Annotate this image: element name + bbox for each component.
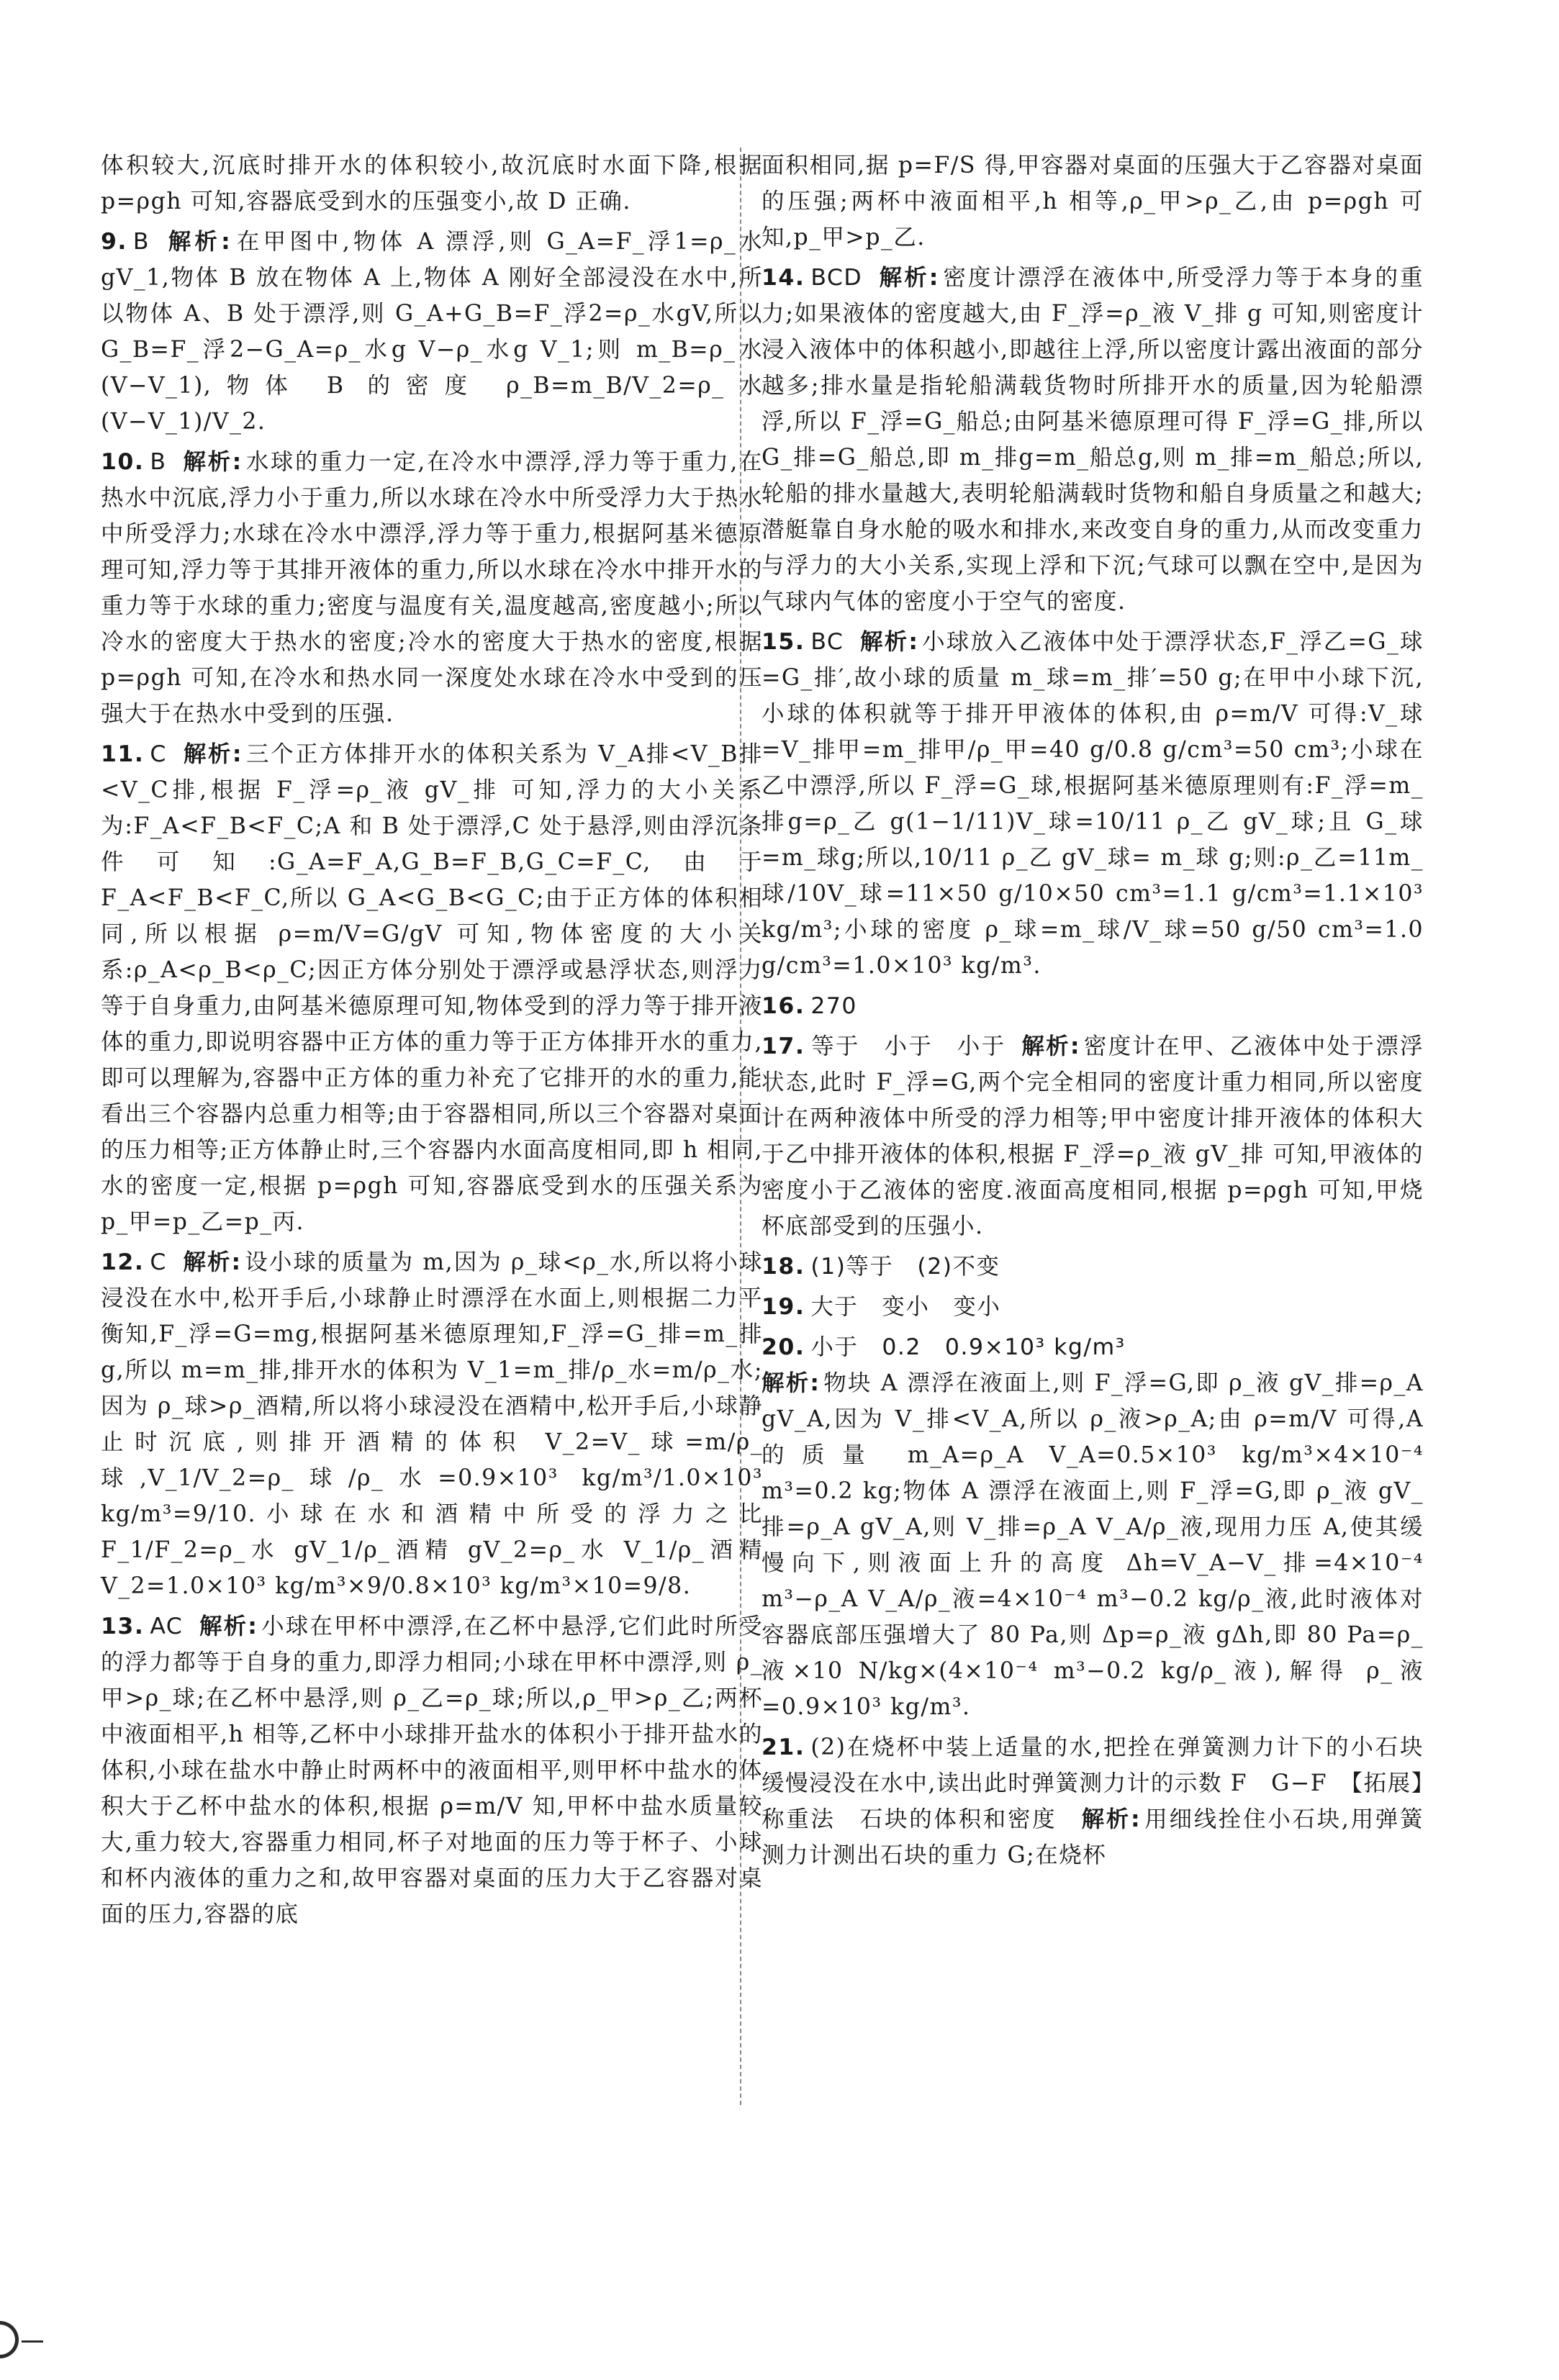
left-column (101, 148, 763, 1937)
question-number: 15. (762, 629, 805, 655)
question-19 (762, 1289, 1424, 1325)
analysis-label: 解析: (182, 449, 243, 475)
analysis-label: 解析: (166, 229, 232, 255)
analysis-label: 解析: (182, 741, 243, 767)
question-number: 18. (762, 1254, 805, 1280)
question-number: 11. (101, 741, 145, 767)
continued-paragraph: 体积较大,沉底时排开水的体积较小,故沉底时水面下降,根据 p=ρgh 可知,容器底受到水的压强变小,故 D 正确. (101, 153, 763, 214)
analysis-text: 水球的重力一定,在冷水中漂浮,浮力等于重力,在热水中沉底,浮力小于重力,所以水球在冷水中所受浮力大于热水中所受浮力;水球在冷水中漂浮,浮力等于重力,根据阿基米德原理可知,浮力等于其排开液体的重力,所以水球在冷水中排开水的重力等于水球的重力;密度与温度有关,温度越高,密度越小;所以冷水的密度大于热水的密度;冷水的密度大于热水的密度,根据 p=ρgh 可知,在冷水和热水同一深度处水球在冷水中受到的压强大于在热水中受到的压强. (101, 449, 763, 727)
answer-text: (2)在烧杯中装上适量的水,把拴在弹簧测力计下的小石块缓慢浸没在水中,读出此时弹簧测力计的示数 F G−F 【拓展】称重法 石块的体积和密度 (762, 1734, 1424, 1832)
answer: BCD (810, 265, 863, 291)
answer: 等于 小于 小于 (810, 1033, 1006, 1059)
page-edge-line (22, 2340, 43, 2343)
question-16 (762, 988, 1424, 1024)
question-number: 10. (101, 449, 145, 475)
question-15 (762, 624, 1424, 984)
question-21 (762, 1729, 1424, 1873)
analysis-label: 解析: (1081, 1806, 1142, 1832)
answer: B (132, 229, 150, 255)
question-10 (101, 444, 763, 732)
question-number: 17. (762, 1033, 805, 1059)
analysis-text: 用细线拴住小石块,用弹簧测力计测出石块的重力 G;在烧杯 (762, 1806, 1424, 1868)
question-number: 13. (101, 1614, 145, 1639)
question-13 (101, 1608, 763, 1932)
analysis-label: 解析: (762, 1370, 821, 1396)
answer: 小于 0.2 0.9×10³ kg/m³ (810, 1334, 1126, 1360)
question-number: 16. (762, 993, 805, 1019)
question-18 (762, 1249, 1424, 1285)
question-number: 21. (762, 1734, 805, 1760)
analysis-label: 解析: (1021, 1033, 1081, 1059)
question-number: 19. (762, 1294, 805, 1320)
right-column (762, 148, 1424, 1878)
answer: B (150, 449, 167, 475)
analysis-text: 密度计在甲、乙液体中处于漂浮状态,此时 F_浮=G,两个完全相同的密度计重力相同,所以密度计在两种液体中所受的浮力相等;甲中密度计排开液体的体积大于乙中排开液体的体积,根据 F_浮=ρ_液 gV_排 可知,甲液体的密度小于乙液体的密度.液面高度相同,根据 p=ρgh 可知,甲烧杯底部受到的压强小. (762, 1033, 1424, 1239)
answer: C (150, 741, 167, 767)
question-number: 14. (762, 265, 805, 291)
analysis-label: 解析: (878, 265, 939, 291)
analysis-text: 小球放入乙液体中处于漂浮状态,F_浮乙=G_球=G_排′,故小球的质量 m_球=m_排′=50 g;在甲中小球下沉,小球的体积就等于排开甲液体的体积,由 ρ=m/V 可得:V_球=V_排甲=m_排甲/ρ_甲=40 g/0.8 g/cm³=50 cm³;小球在乙中漂浮,所以 F_浮=G_球,根据阿基米德原理则有:F_浮=m_排g=ρ_乙 g(1−1/11)V_球=10/11 ρ_乙 gV_球;且 G_球=m_球g;所以,10/11 ρ_乙 gV_球= m_球 g;则:ρ_乙=11m_球/10V_球=11×50 g/10×50 cm³=1.1 g/cm³=1.1×10³ kg/m³;小球的密度 ρ_球=m_球/V_球=50 g/50 cm³=1.0 g/cm³=1.0×10³ kg/m³. (762, 629, 1424, 979)
question-17 (762, 1028, 1424, 1244)
question-number: 9. (101, 229, 127, 255)
analysis-text: 物块 A 漂浮在液面上,则 F_浮=G,即 ρ_液 gV_排=ρ_A gV_A,因为 V_排<V_A,所以 ρ_液>ρ_A;由 ρ=m/V 可得,A 的质量 m_A=ρ_A V_A=0.5×10³ kg/m³×4×10⁻⁴ m³=0.2 kg;物体 A 漂浮在液面上,则 F_浮=G,即 ρ_液 gV_排=ρ_A gV_A,则 V_排=ρ_A V_A/ρ_液,现用力压 A,使其缓慢向下,则液面上升的高度 Δh=V_A−V_排=4×10⁻⁴ m³−ρ_A V_A/ρ_液=4×10⁻⁴ m³−0.2 kg/ρ_液,此时液体对容器底部压强增大了 80 Pa,则 Δp=ρ_液 gΔh,即 80 Pa=ρ_液×10 N/kg×(4×10⁻⁴ m³−0.2 kg/ρ_液),解得 ρ_液=0.9×10³ kg/m³. (762, 1370, 1424, 1720)
question-12 (101, 1244, 763, 1604)
question-11 (101, 736, 763, 1240)
continued-paragraph: 面积相同,据 p=F/S 得,甲容器对桌面的压强大于乙容器对桌面的压强;两杯中液面相平,h 相等,ρ_甲>ρ_乙,由 p=ρgh 可知,p_甲>p_乙. (762, 153, 1424, 250)
question-number: 20. (762, 1334, 805, 1360)
answer: (1)等于 (2)不变 (810, 1254, 1000, 1280)
question-14 (762, 260, 1424, 620)
analysis-text: 密度计漂浮在液体中,所受浮力等于本身的重力;如果液体的密度越大,由 F_浮=ρ_液 V_排 g 可知,则密度计浸入液体中的体积越小,即越往上浮,所以密度计露出液面的部分越多;排水量是指轮船满载货物时所排开水的质量,因为轮船漂浮,所以 F_浮=G_船总;由阿基米德原理可得 F_浮=G_排,所以 G_排=G_船总,即 m_排g=m_船总g,则 m_排=m_船总;所以,轮船的排水量越大,表明轮船满载时货物和船自身质量之和越大;潜艇靠自身水舱的吸水和排水,来改变自身的重力,从而改变重力与浮力的大小关系,实现上浮和下沉;气球可以飘在空中,是因为气球内气体的密度小于空气的密度. (762, 265, 1424, 615)
analysis-label: 解析: (182, 1249, 242, 1275)
answer: BC (810, 629, 844, 655)
question-20 (762, 1329, 1424, 1725)
page-edge-mark (0, 2321, 19, 2358)
analysis-text: 设小球的质量为 m,因为 ρ_球<ρ_水,所以将小球浸没在水中,松开手后,小球静止时漂浮在水面上,则根据二力平衡知,F_浮=G=mg,根据阿基米德原理知,F_浮=G_排=m_排g,所以 m=m_排,排开水的体积为 V_1=m_排/ρ_水=m/ρ_水;因为 ρ_球>ρ_酒精,所以将小球浸没在酒精中,松开手后,小球静止时沉底,则排开酒精的体积 V_2=V_球=m/ρ_球,V_1/V_2=ρ_球/ρ_水=0.9×10³ kg/m³/1.0×10³ kg/m³=9/10.小球在水和酒精中所受的浮力之比 F_1/F_2=ρ_水 gV_1/ρ_酒精 gV_2=ρ_水 V_1/ρ_酒精 V_2=1.0×10³ kg/m³×9/0.8×10³ kg/m³×10=9/8. (101, 1249, 763, 1599)
analysis-label: 解析: (199, 1614, 258, 1639)
analysis-text: 三个正方体排开水的体积关系为 V_A排<V_B排<V_C排,根据 F_浮=ρ_液 gV_排 可知,浮力的大小关系为:F_A<F_B<F_C;A 和 B 处于漂浮,C 处于悬浮,则由浮沉条件可知:G_A=F_A,G_B=F_B,G_C=F_C,由于 F_A<F_B<F_C,所以 G_A<G_B<G_C;由于正方体的体积相同,所以根据 ρ=m/V=G/gV 可知,物体密度的大小关系:ρ_A<ρ_B<ρ_C;因正方体分别处于漂浮或悬浮状态,则浮力等于自身重力,由阿基米德原理可知,物体受到的浮力等于排开液体的重力,即说明容器中正方体的重力等于正方体排开水的重力,即可以理解为,容器中正方体的重力补充了它排开的水的重力,能看出三个容器内总重力相等;由于容器相同,所以三个容器对桌面的压力相等;正方体静止时,三个容器内水面高度相同,即 h 相同,水的密度一定,根据 p=ρgh 可知,容器底受到水的压强关系为 p_甲=p_乙=p_丙. (101, 741, 763, 1235)
analysis-text: 小球在甲杯中漂浮,在乙杯中悬浮,它们此时所受的浮力都等于自身的重力,即浮力相同;小球在甲杯中漂浮,则 ρ_甲>ρ_球;在乙杯中悬浮,则 ρ_乙=ρ_球;所以,ρ_甲>ρ_乙;两杯中液面相平,h 相等,乙杯中小球排开盐水的体积小于排开盐水的体积,小球在盐水中静止时两杯中的液面相平,则甲杯中盐水的体积大于乙杯中盐水的体积,根据 ρ=m/V 知,甲杯中盐水质量较大,重力较大,容器重力相同,杯子对地面的压力等于杯子、小球和杯内液体的重力之和,故甲容器对桌面的压力大于乙容器对桌面的压力,容器的底 (101, 1614, 763, 1927)
analysis-label: 解析: (859, 629, 919, 655)
question-9 (101, 224, 763, 440)
answer: 270 (810, 993, 857, 1019)
question-number: 12. (101, 1249, 145, 1275)
answer: C (150, 1249, 167, 1275)
answer: 大于 变小 变小 (810, 1294, 1001, 1320)
analysis-text: 在甲图中,物体 A 漂浮,则 G_A=F_浮1=ρ_水 gV_1,物体 B 放在物体 A 上,物体 A 刚好全部浸没在水中,所以物体 A、B 处于漂浮,则 G_A+G_B=F_浮2=ρ_水gV,所以 G_B=F_浮2−G_A=ρ_水g V−ρ_水g V_1;则 m_B=ρ_水 (V−V_1),物体 B 的密度 ρ_B=m_B/V_2=ρ_水 (V−V_1)/V_2. (101, 229, 763, 435)
answer: AC (150, 1614, 184, 1639)
